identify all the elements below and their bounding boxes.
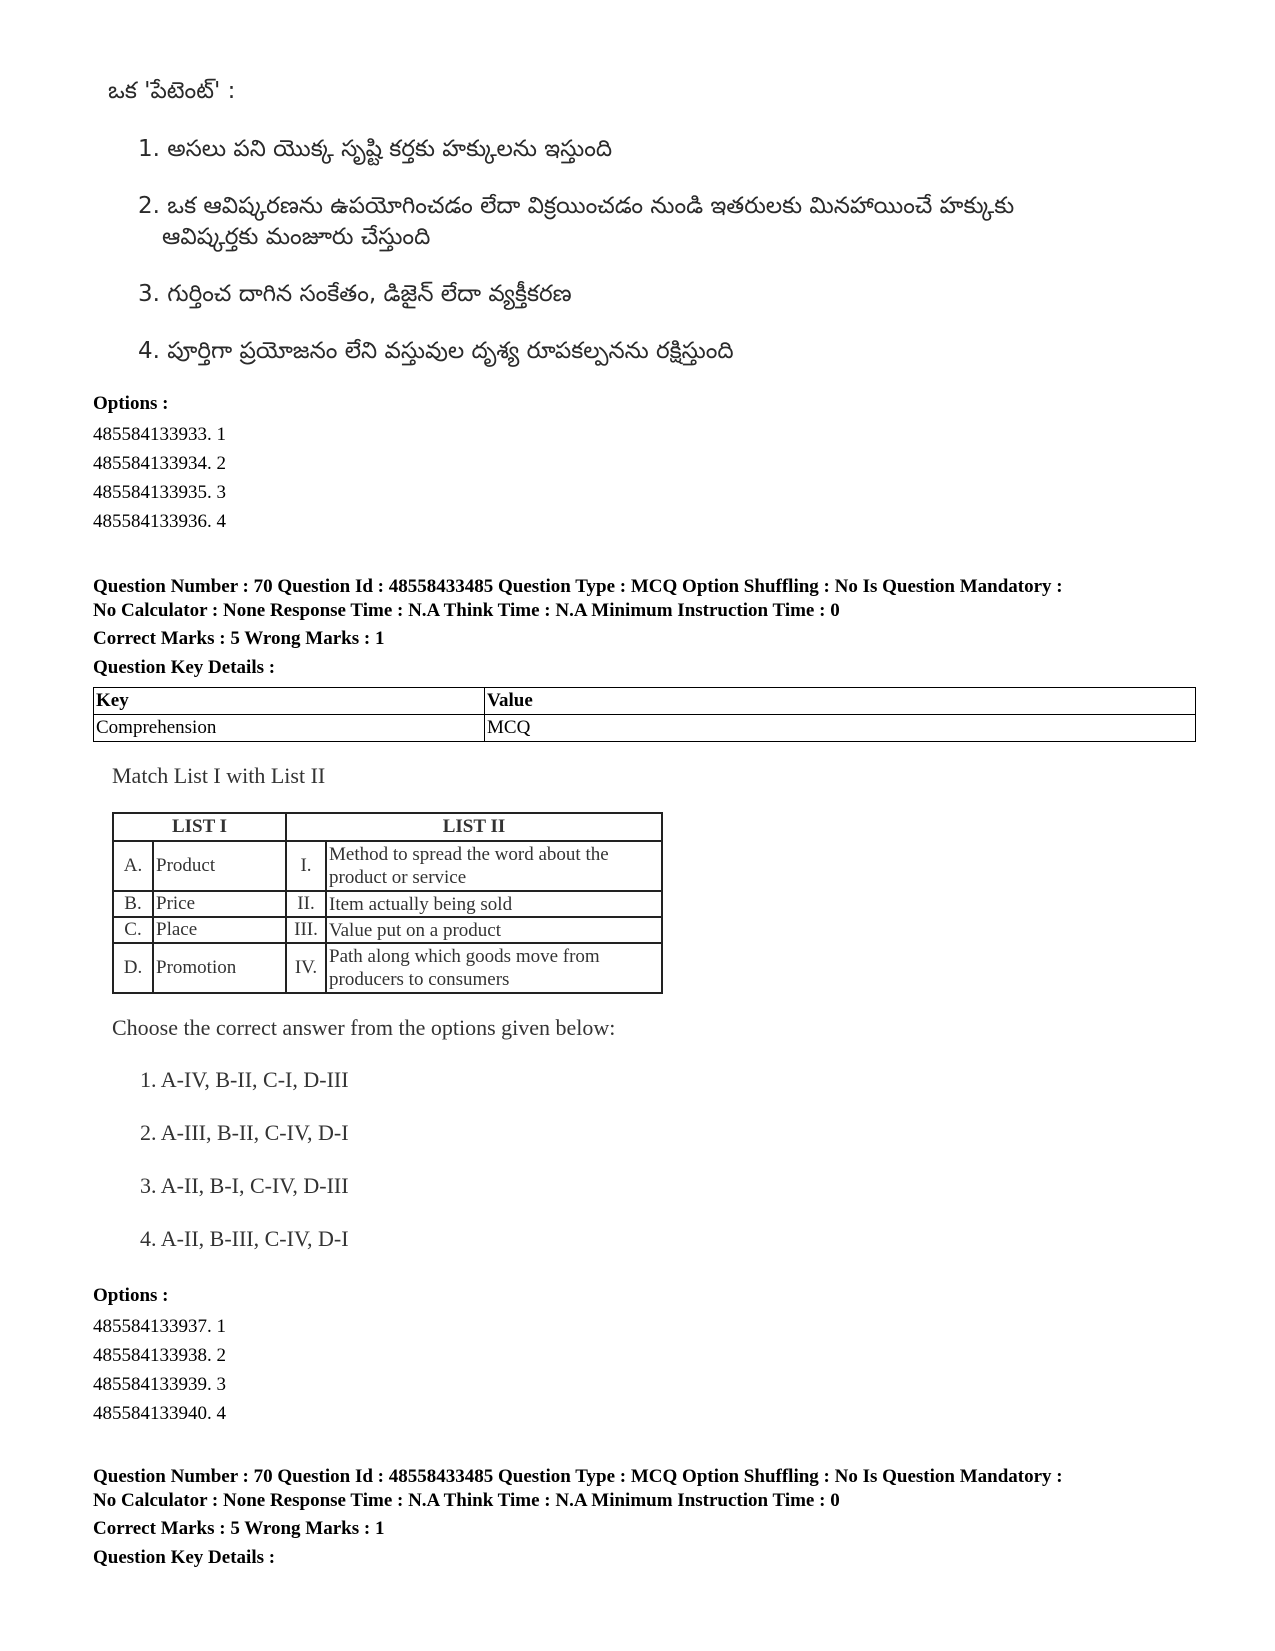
options-list (93, 420, 226, 536)
option-item: 485584133938. 2 (93, 1345, 226, 1366)
list-1-letter: B. (113, 891, 153, 917)
key-table-header (94, 688, 1196, 715)
option-item: 485584133937. 1 (93, 1316, 226, 1337)
option-item: 485584133939. 3 (93, 1374, 226, 1395)
list-2-text: Item actually being sold (326, 891, 662, 917)
option-item: 485584133933. 1 (93, 424, 226, 445)
options-label: Options : (93, 393, 169, 414)
value-cell: MCQ (485, 715, 1196, 742)
option-item: 485584133940. 4 (93, 1403, 226, 1424)
answer-choice-2: 2. A-III, B-II, C-IV, D-I (140, 1120, 349, 1145)
match-table-row (113, 917, 662, 943)
list-1-letter: C. (113, 917, 153, 943)
match-table-row (113, 943, 662, 993)
telugu-item-1: 1. అసలు పని యొక్క సృష్టి కర్తకు హక్కులను ఇస్తుంది (138, 136, 613, 162)
list-1-text: Product (153, 841, 286, 891)
telugu-question-items (138, 134, 1098, 393)
list-1-text: Price (153, 891, 286, 917)
telugu-item-3: 3. గుర్తించ దాగిన సంకేతం, డిజైన్ లేదా వ్యక్తీకరణ (138, 281, 572, 307)
list-2-text: Value put on a product (326, 917, 662, 943)
telugu-item-4: 4. పూర్తిగా ప్రయోజనం లేని వస్తువుల దృశ్య రూపకల్పనను రక్షిస్తుంది (138, 338, 734, 364)
list-2-text: Method to spread the word about the product or service (326, 841, 662, 891)
options-label: Options : (93, 1285, 169, 1306)
list-1-header: LIST I (113, 813, 286, 841)
list-1-letter: D. (113, 943, 153, 993)
question-meta-line-1: Question Number : 70 Question Id : 48558433485 Question Type : MCQ Option Shuffling : No Is Question Mandatory : (93, 576, 1063, 597)
value-header: Value (485, 688, 1196, 715)
question-marks: Correct Marks : 5 Wrong Marks : 1 (93, 628, 385, 649)
next-question-marks: Correct Marks : 5 Wrong Marks : 1 (93, 1518, 385, 1539)
option-item: 485584133935. 3 (93, 482, 226, 503)
answer-choice-1: 1. A-IV, B-II, C-I, D-III (140, 1067, 349, 1092)
telugu-question-stem: ఒక 'పేటెంట్' : (108, 78, 236, 104)
match-intro: Match List I with List II (112, 763, 326, 788)
list-2-text: Path along which goods move from producers to consumers (326, 943, 662, 993)
list-1-text: Place (153, 917, 286, 943)
telugu-item-2: 2. ఒక ఆవిష్కరణను ఉపయోగించడం లేదా విక్రయించడం నుండి ఇతరులకు మినహాయించే హక్కుకు ఆవిష్కర్తకు మంజూరు చేస్తుంది (138, 193, 1015, 250)
question-meta (93, 575, 1063, 623)
list-1-letter: A. (113, 841, 153, 891)
next-question-meta (93, 1465, 1063, 1513)
options-list (93, 1312, 226, 1428)
question-key-details-label: Question Key Details : (93, 657, 276, 678)
match-table-row (113, 841, 662, 891)
list-2-numeral: II. (286, 891, 326, 917)
key-table-row (94, 715, 1196, 742)
list-2-numeral: I. (286, 841, 326, 891)
match-table-header (113, 813, 662, 841)
match-table-row (113, 891, 662, 917)
list-2-header: LIST II (286, 813, 662, 841)
option-item: 485584133936. 4 (93, 511, 226, 532)
next-question-meta-line-2: No Calculator : None Response Time : N.A Think Time : N.A Minimum Instruction Time : 0 (93, 1490, 840, 1511)
list-2-numeral: IV. (286, 943, 326, 993)
option-item: 485584133934. 2 (93, 453, 226, 474)
next-question-meta-line-1: Question Number : 70 Question Id : 48558433485 Question Type : MCQ Option Shuffling : No Is Question Mandatory : (93, 1466, 1063, 1487)
choose-instruction: Choose the correct answer from the options given below: (112, 1015, 616, 1040)
list-2-numeral: III. (286, 917, 326, 943)
list-1-text: Promotion (153, 943, 286, 993)
key-cell: Comprehension (94, 715, 485, 742)
answer-choice-3: 3. A-II, B-I, C-IV, D-III (140, 1173, 349, 1198)
question-key-table (93, 687, 1196, 742)
match-table (112, 812, 663, 994)
next-question-key-details-label: Question Key Details : (93, 1547, 276, 1568)
key-header: Key (94, 688, 485, 715)
question-meta-line-2: No Calculator : None Response Time : N.A Think Time : N.A Minimum Instruction Time : 0 (93, 600, 840, 621)
answer-choice-4: 4. A-II, B-III, C-IV, D-I (140, 1226, 349, 1251)
